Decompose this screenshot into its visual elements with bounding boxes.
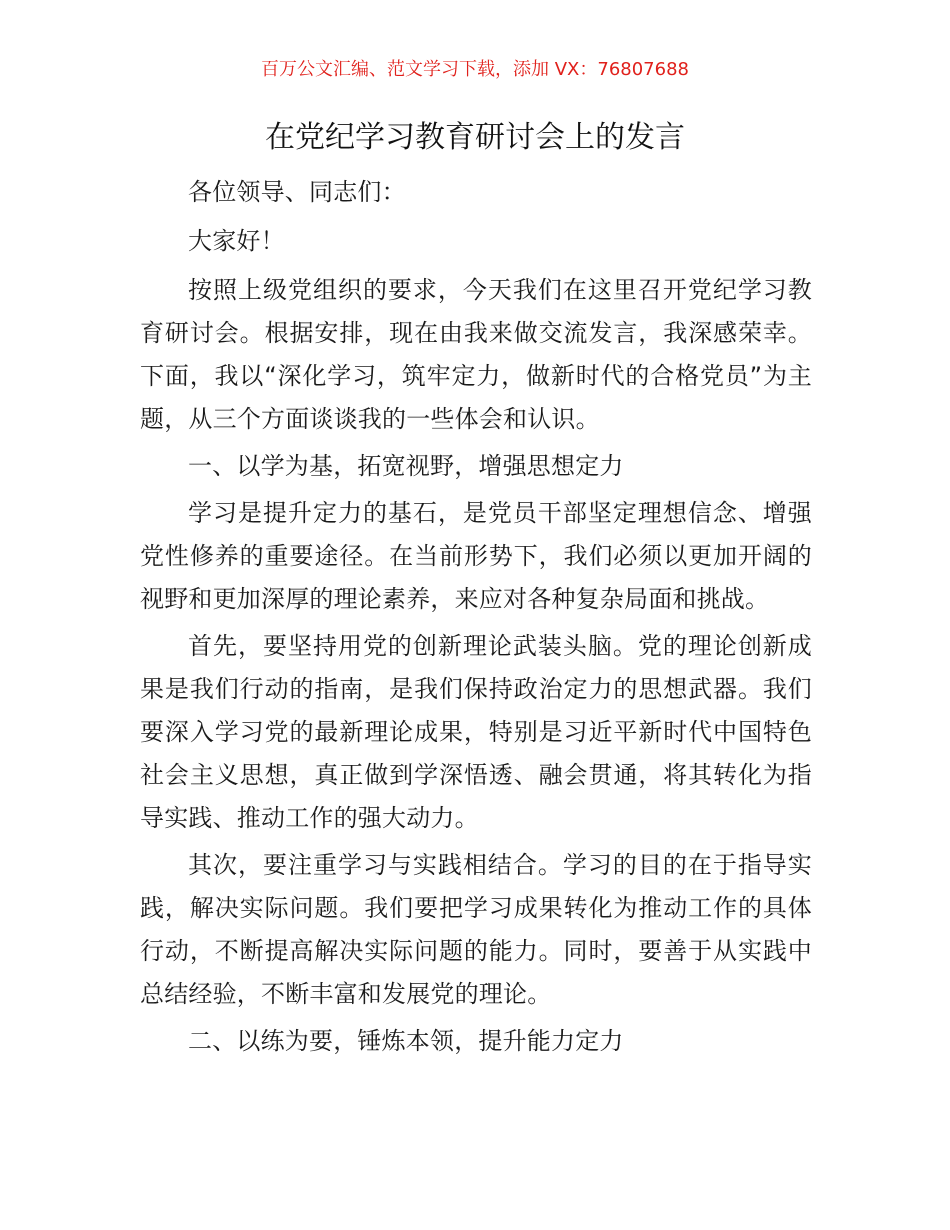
body-paragraph: 首先，要坚持用党的创新理论武装头脑。党的理论创新成果是我们行动的指南，是我们保持政治定力的思想武器。我们要深入学习党的最新理论成果，特别是习近平新时代中国特色社会主义思想，真正做到学深悟透、融会贯通，将其转化为指导实践、推动工作的强大动力。 xyxy=(140,632,812,832)
salutation: 各位领导、同志们： xyxy=(188,178,406,206)
header-watermark-note: 百万公文汇编、范文学习下载，添加 VX：76807688 xyxy=(261,59,689,80)
section-heading-2: 二、以练为要，锤炼本领，提升能力定力 xyxy=(188,1027,624,1055)
body-paragraph: 学习是提升定力的基石，是党员干部坚定理想信念、增强党性修养的重要途径。在当前形势下，我们必须以更加开阔的视野和更加深厚的理论素养，来应对各种复杂局面和挑战。 xyxy=(140,499,812,613)
greeting: 大家好！ xyxy=(188,227,285,255)
document-title: 在党纪学习教育研讨会上的发言 xyxy=(265,120,685,155)
intro-paragraph: 按照上级党组织的要求，今天我们在这里召开党纪学习教育研讨会。根据安排，现在由我来做交流发言，我深感荣幸。下面，我以“深化学习，筑牢定力，做新时代的合格党员”为主题，从三个方面谈谈我的一些体会和认识。 xyxy=(140,276,812,433)
body-paragraph: 其次，要注重学习与实践相结合。学习的目的在于指导实践，解决实际问题。我们要把学习成果转化为推动工作的具体行动，不断提高解决实际问题的能力。同时，要善于从实践中总结经验，不断丰富和发展党的理论。 xyxy=(140,851,812,1008)
section-heading-1: 一、以学为基，拓宽视野，增强思想定力 xyxy=(188,452,624,480)
document-body xyxy=(140,171,812,1067)
